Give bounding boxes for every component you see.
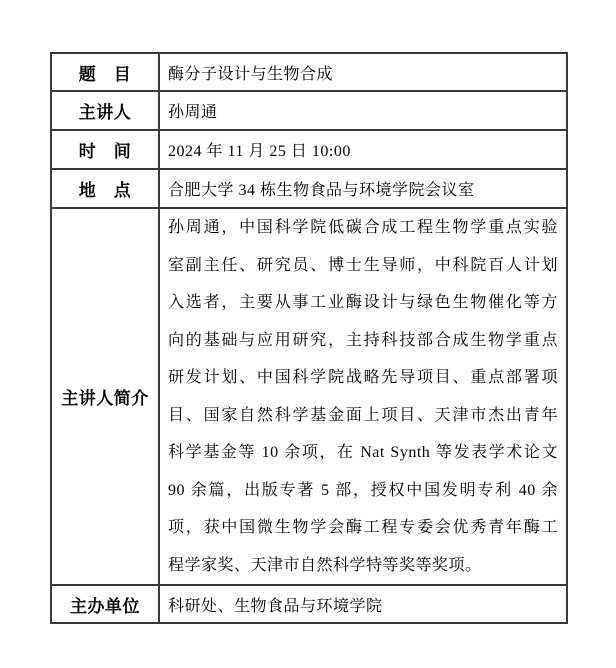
organizer-row-value: 科研处、生物食品与环境学院 xyxy=(159,585,567,623)
bio-line: 室副主任、研究员、博士生导师，中科院百人计划 xyxy=(168,256,558,274)
speaker-row-value: 孙周通 xyxy=(159,91,567,130)
table-row-location xyxy=(51,169,567,208)
time-row-value: 2024 年 11 月 25 日 10:00 xyxy=(159,130,567,169)
table-row-title xyxy=(51,53,567,91)
bio-line: 程学家奖、天津市自然科学特等奖等奖项。 xyxy=(168,556,482,574)
time-row-label: 时 间 xyxy=(51,130,159,169)
table-row-speaker-bio xyxy=(51,208,567,585)
bio-line: 孙周通，中国科学院低碳合成工程生物学重点实验 xyxy=(168,219,558,236)
table-row-organizer xyxy=(51,585,567,623)
table-row-speaker xyxy=(51,91,567,130)
title-row-label: 题 目 xyxy=(51,53,159,91)
speaker-row-label: 主讲人 xyxy=(51,91,159,130)
table-row-time xyxy=(51,130,567,169)
location-row-label: 地 点 xyxy=(51,169,159,208)
seminar-notice-table xyxy=(50,52,568,624)
bio-line: 入选者，主要从事工业酶设计与绿色生物催化等方 xyxy=(168,294,558,311)
bio-line: 科学基金等 10 余项，在 Nat Synth 等发表学术论文 xyxy=(168,444,558,461)
bio-line: 项，获中国微生物学会酶工程专委会优秀青年酶工 xyxy=(168,519,558,536)
bio-line: 向的基础与应用研究，主持科技部合成生物学重点 xyxy=(168,331,558,349)
speaker-bio-row-label: 主讲人简介 xyxy=(51,208,159,585)
title-row-value: 酶分子设计与生物合成 xyxy=(159,53,567,91)
organizer-row-label: 主办单位 xyxy=(51,585,159,623)
location-row-value: 合肥大学 34 栋生物食品与环境学院会议室 xyxy=(159,169,567,208)
bio-line: 研发计划、中国科学院战略先导项目、重点部署项 xyxy=(168,369,558,386)
bio-line: 90 余篇，出版专著 5 部，授权中国发明专利 40 余 xyxy=(168,481,558,499)
speaker-bio-text xyxy=(159,208,567,585)
bio-line: 目、国家自然科学基金面上项目、天津市杰出青年 xyxy=(168,406,558,424)
